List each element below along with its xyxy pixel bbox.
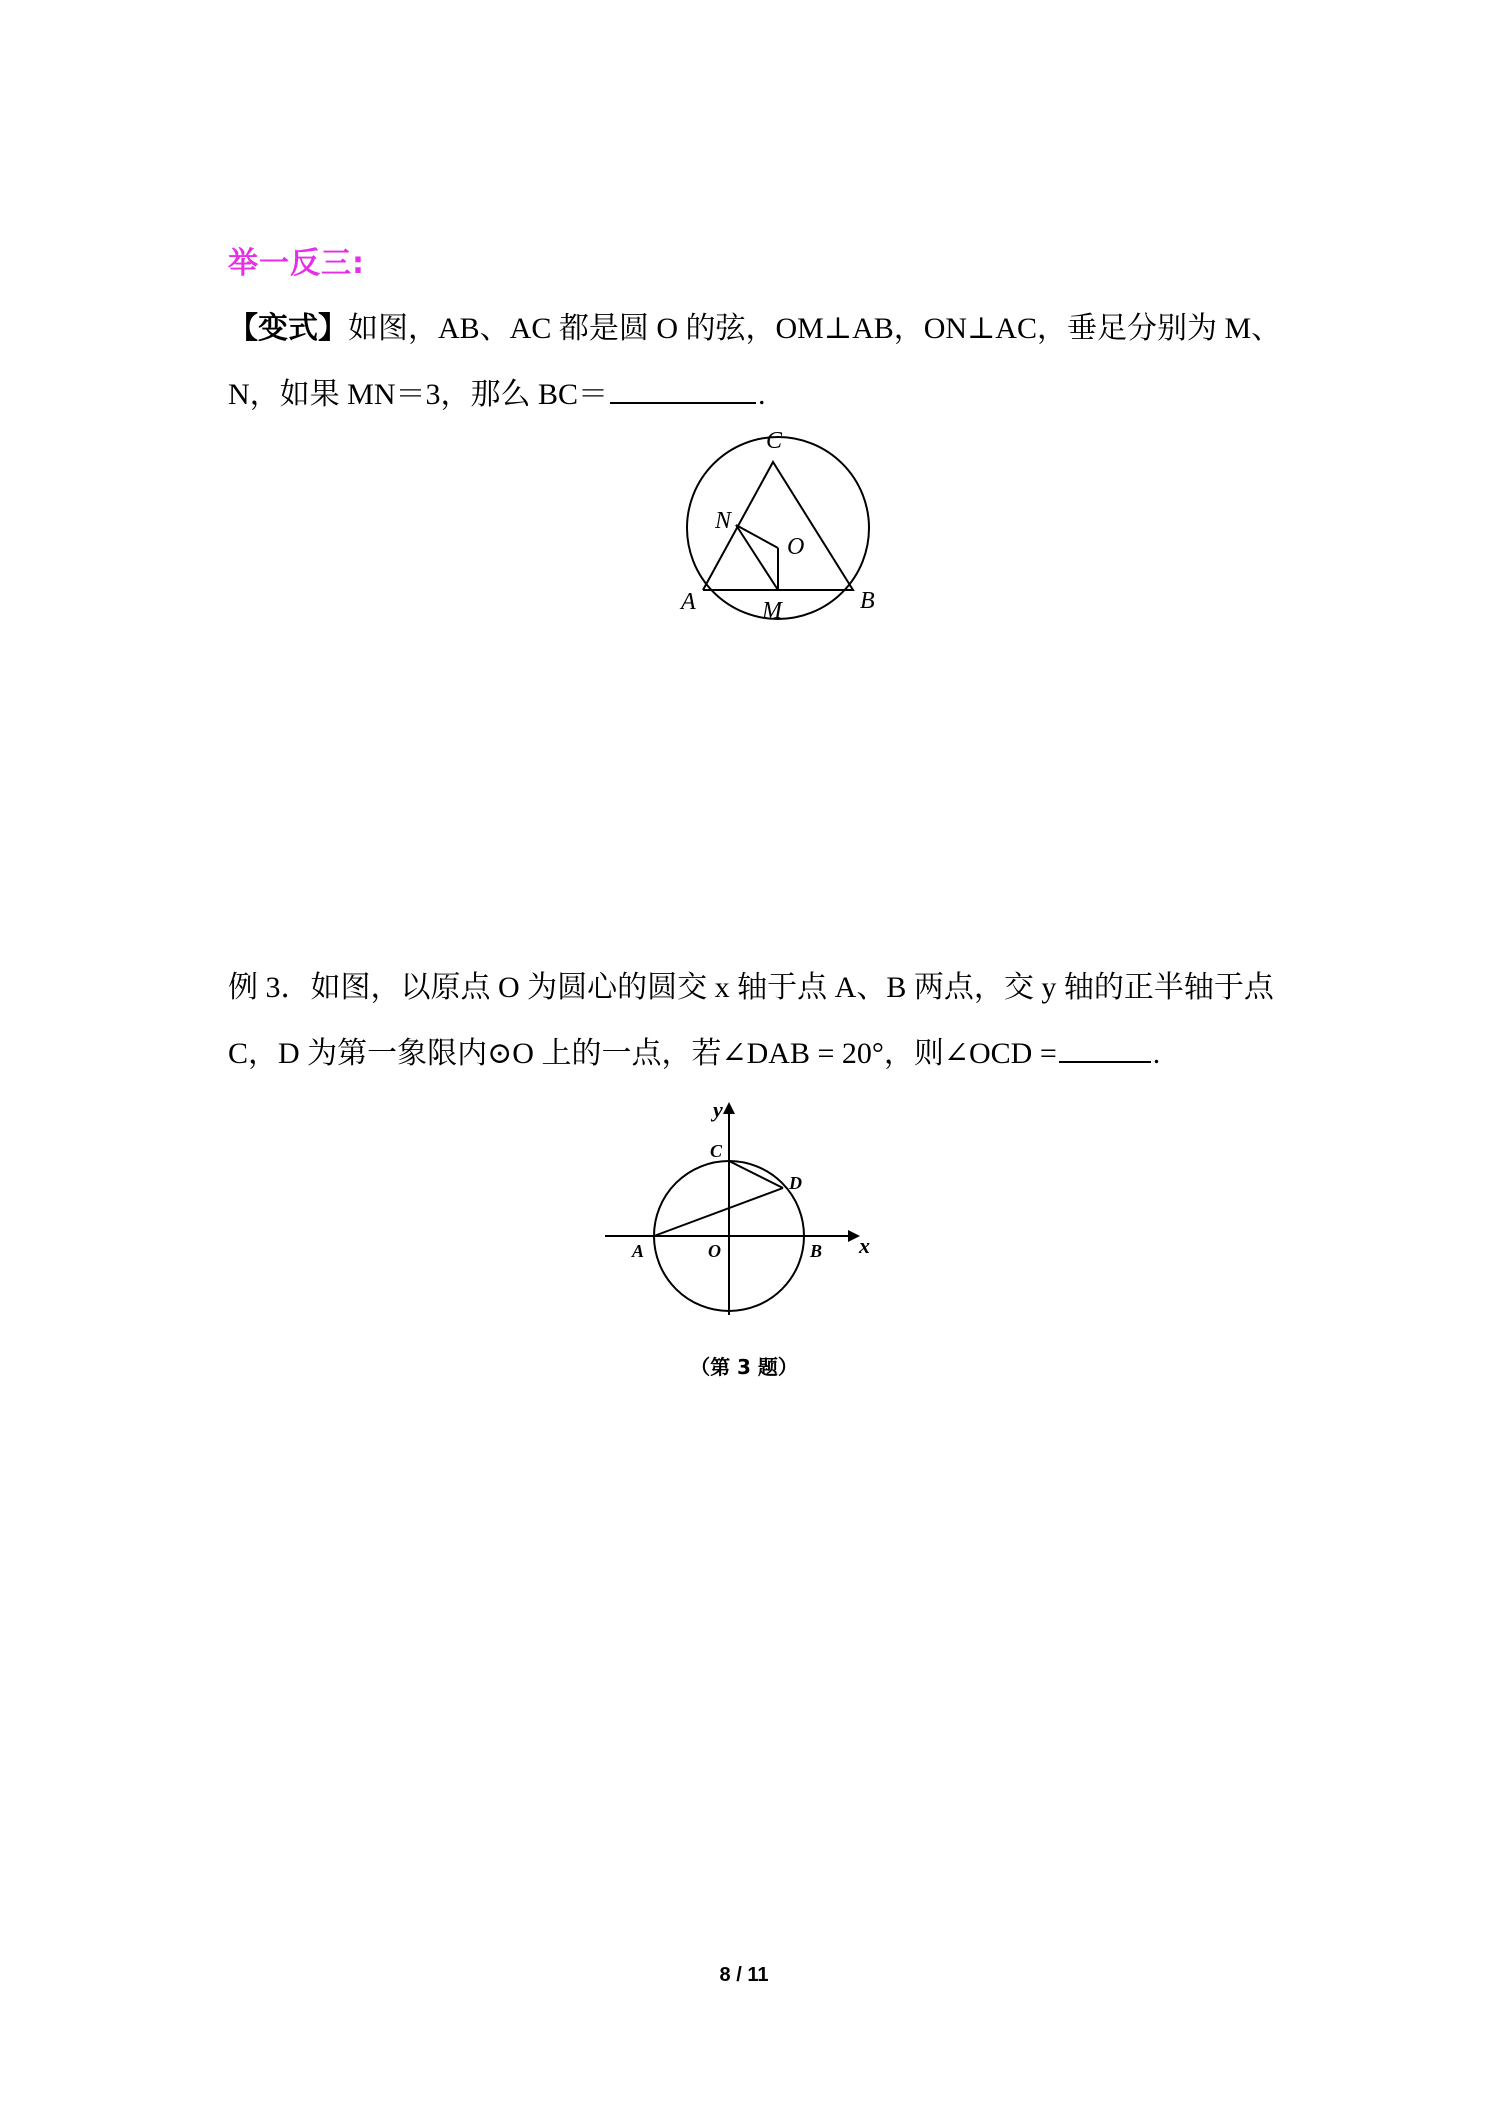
example-line-1: 例 3．如图，以原点 O 为圆心的圆交 x 轴于点 A、B 两点，交 y 轴的正半轴于点	[228, 971, 1274, 1004]
circle-chord-figure	[670, 420, 890, 635]
page-number: 8 / 11	[719, 1964, 769, 1986]
label-b: B	[810, 1241, 823, 1261]
segment-ad	[654, 1188, 783, 1236]
segment-nm	[736, 525, 778, 590]
example-line-2	[228, 1021, 1288, 1087]
variant-problem	[228, 296, 1288, 428]
coordinate-circle-figure	[600, 1090, 890, 1340]
label-d: D	[789, 1173, 802, 1193]
label-a: A	[632, 1241, 645, 1261]
figure-caption: （第 3 题）	[690, 1355, 798, 1379]
variant-text-1: 如图，AB、AC 都是圆 O 的弦，OM⊥AB，ON⊥AC，垂足分别为 M、	[348, 312, 1282, 345]
variant-end: .	[758, 378, 766, 411]
variant-line-2	[228, 362, 1288, 428]
label-o: O	[787, 534, 805, 560]
label-o: O	[708, 1241, 721, 1261]
label-b: B	[860, 588, 875, 614]
example-text-2: C，D 为第一象限内⊙O 上的一点，若∠DAB = 20°，则∠OCD =	[228, 1037, 1057, 1070]
label-a: A	[681, 589, 696, 615]
example-3-problem	[228, 955, 1288, 1087]
variant-line-1	[228, 296, 1288, 362]
variant-text-2: N，如果 MN＝3，那么 BC＝	[228, 378, 609, 411]
label-n: N	[715, 508, 732, 534]
label-c: C	[766, 428, 783, 454]
label-x: x	[859, 1233, 870, 1258]
section-heading: 举一反三:	[228, 246, 365, 281]
label-c: C	[710, 1141, 723, 1161]
answer-blank-2	[1059, 1033, 1151, 1063]
label-y: y	[713, 1097, 723, 1122]
answer-blank-1	[610, 374, 756, 404]
label-m: M	[762, 598, 782, 624]
example-end: .	[1152, 1037, 1161, 1070]
variant-tag: 【变式】	[228, 311, 348, 346]
